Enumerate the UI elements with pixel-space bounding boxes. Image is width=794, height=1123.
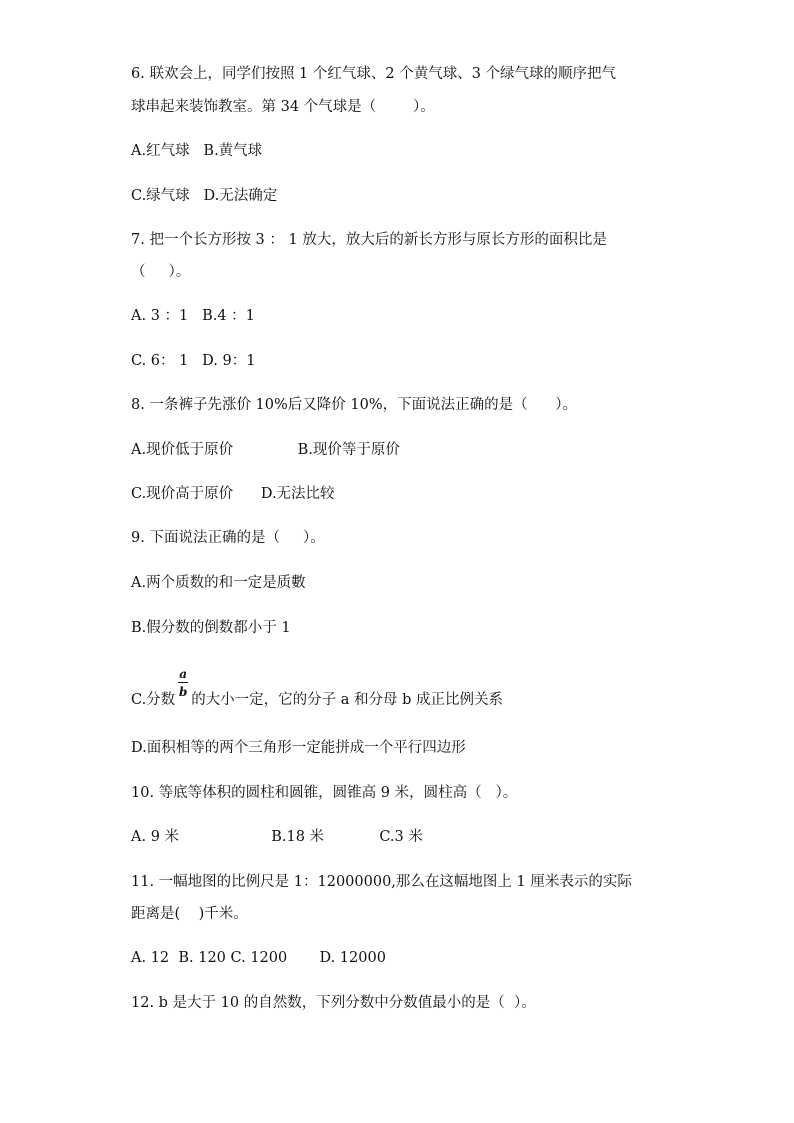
q12-stem-line-1: 12. b 是大于 10 的自然数，下列分数中分数值最小的是（ ）。: [131, 995, 536, 1011]
q9-option-c: [131, 667, 504, 710]
fraction-denominator: b: [178, 685, 188, 699]
q7-stem-line-1: 7. 把一个长方形按 3 ： 1 放大，放大后的新长方形与原长方形的面积比是: [131, 232, 607, 248]
q7-options-line-2: C. 6： 1 D. 9：1: [131, 353, 256, 369]
q11-options-line-1: A. 12 B. 120 C. 1200 D. 12000: [131, 950, 386, 966]
fraction-numerator: a: [179, 667, 188, 681]
q10-options-line-1: A. 9 米 B.18 米 C.3 米: [131, 829, 423, 845]
q8-stem-line-1: 8. 一条裤子先涨价 10%后又降价 10%，下面说法正确的是（ ）。: [131, 397, 578, 413]
q10-stem-line-1: 10. 等底等体积的圆柱和圆锥，圆锥高 9 米，圆柱高（ ）。: [131, 785, 518, 801]
q7-stem-line-2: （ ）。: [131, 264, 191, 280]
q8-options-line-1: A.现价低于原价 B.现价等于原价: [131, 442, 400, 458]
q6-stem-line-2: 球串起来装饰教室。第 34 个气球是（ ）。: [131, 99, 435, 115]
q9-option-a: A.两个质数的和一定是质數: [131, 575, 306, 591]
fraction-a-over-b: [177, 667, 189, 710]
q7-options-line-1: A. 3 ：1 B.4 ：1: [131, 308, 255, 324]
fraction-bar: [178, 682, 188, 683]
q11-stem-line-2: 距离是( )千米。: [131, 906, 248, 922]
q9-option-d: D.面积相等的两个三角形一定能拼成一个平行四边形: [131, 740, 466, 756]
q9-stem-line-1: 9. 下面说法正确的是（ ）。: [131, 530, 325, 546]
q9-option-b: B.假分数的倒数都小于 1: [131, 620, 291, 636]
q11-stem-line-1: 11. 一幅地图的比例尺是 1：12000000,那么在这幅地图上 1 厘米表示的实际: [131, 874, 632, 890]
q9-option-c-label: C.分数: [131, 692, 176, 708]
q6-stem-line-1: 6. 联欢会上，同学们按照 1 个红气球、2 个黄气球、3 个绿气球的顺序把气: [131, 66, 617, 82]
q9-option-c-text: 的大小一定，它的分子 a 和分母 b 成正比例关系: [191, 692, 504, 708]
q6-options-line-2: C.绿气球 D.无法确定: [131, 188, 278, 204]
q6-options-line-1: A.红气球 B.黄气球: [131, 143, 263, 159]
q8-options-line-2: C.现价高于原价 D.无法比较: [131, 486, 335, 502]
